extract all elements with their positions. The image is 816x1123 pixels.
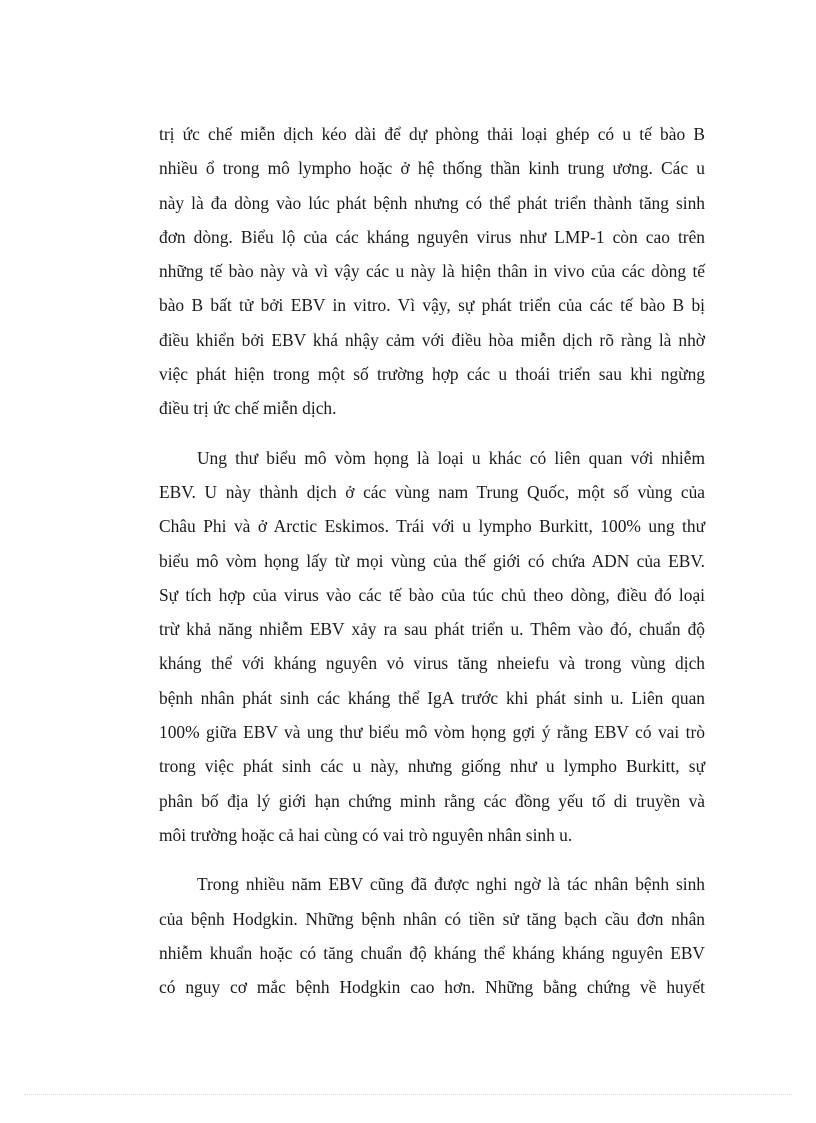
- text-line: Sự tích hợp của virus vào các tế bào của túc chủ theo dòng, điều đó loại: [159, 584, 705, 605]
- text-line: kháng thể với kháng nguyên vỏ virus tăng nheiefu và trong vùng dịch: [159, 653, 705, 674]
- text-line: bệnh nhân phát sinh các kháng thể IgA trước khi phát sinh u. Liên quan: [159, 687, 705, 708]
- text-line: trừ khả năng nhiễm EBV xảy ra sau phát triển u. Thêm vào đó, chuẩn độ: [159, 619, 705, 640]
- text-line: này là đa dòng vào lúc phát bệnh nhưng có thể phát triển thành tăng sinh: [159, 192, 705, 213]
- text-line: Châu Phi và ở Arctic Eskimos. Trái với u lympho Burkitt, 100% ung thư: [159, 516, 705, 537]
- footer-divider: [24, 1094, 792, 1095]
- paragraph-1: [159, 117, 705, 426]
- text-line: điều trị ức chế miễn dịch.: [159, 398, 337, 419]
- text-line: Trong nhiều năm EBV cũng đã được nghi ngờ là tác nhân bệnh sinh: [197, 874, 705, 895]
- text-line: Ung thư biểu mô vòm họng là loại u khác có liên quan với nhiễm: [197, 447, 705, 468]
- text-line: việc phát hiện trong một số trường hợp các u thoái triển sau khi ngừng: [159, 364, 705, 385]
- text-line: biểu mô vòm họng lấy từ mọi vùng của thế giới có chứa ADN của EBV.: [159, 550, 705, 571]
- text-line: 100% giữa EBV và ung thư biểu mô vòm họng gợi ý rằng EBV có vai trò: [159, 722, 705, 743]
- text-line: nhiễm khuẩn hoặc có tăng chuẩn độ kháng thể kháng kháng nguyên EBV: [159, 942, 705, 963]
- text-line: môi trường hoặc cả hai cùng có vai trò nguyên nhân sinh u.: [159, 824, 573, 845]
- text-line: đơn dòng. Biểu lộ của các kháng nguyên virus như LMP-1 còn cao trên: [159, 226, 705, 247]
- text-line: EBV. U này thành dịch ở các vùng nam Trung Quốc, một số vùng của: [159, 481, 705, 502]
- text-line: phân bố địa lý giới hạn chứng minh rằng các đồng yếu tố di truyền và: [159, 790, 705, 811]
- text-line: bào B bất tử bởi EBV in vitro. Vì vậy, sự phát triển của các tế bào B bị: [159, 295, 705, 316]
- text-line: những tế bào này và vì vậy các u này là hiện thân in vivo của các dòng tế: [159, 261, 705, 282]
- text-line: nhiều ổ trong mô lympho hoặc ở hệ thống thần kinh trung ương. Các u: [159, 158, 705, 179]
- paragraph-3: [159, 867, 705, 1004]
- text-line: trị ức chế miễn dịch kéo dài để dự phòng thải loại ghép có u tế bào B: [159, 124, 705, 144]
- text-line: điều khiển bởi EBV khá nhậy cảm với điều hòa miễn dịch rõ ràng là nhờ: [159, 329, 705, 350]
- text-line: của bệnh Hodgkin. Những bệnh nhân có tiền sử tăng bạch cầu đơn nhân: [159, 908, 705, 929]
- text-line: trong việc phát sinh các u này, nhưng giống như u lympho Burkitt, sự: [159, 756, 705, 777]
- document-body: [159, 117, 705, 1004]
- text-line: có nguy cơ mắc bệnh Hodgkin cao hơn. Những bằng chứng về huyết: [159, 977, 705, 998]
- paragraph-2: [159, 441, 705, 853]
